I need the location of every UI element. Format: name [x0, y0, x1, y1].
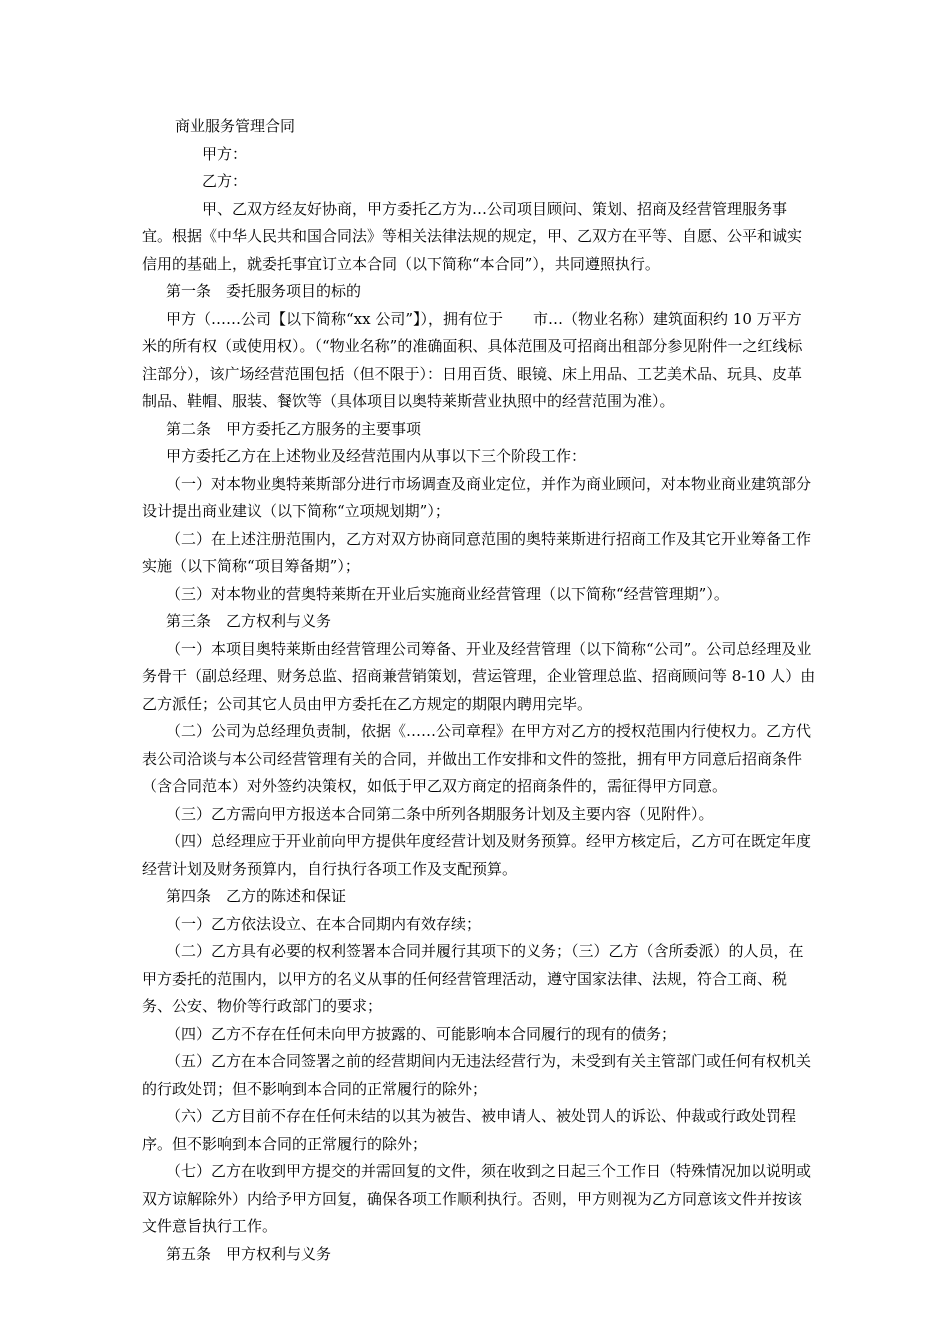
article-4-item-7: （七）乙方在收到甲方提交的并需回复的文件，须在收到之日起三个工作日（特殊情况加以说明或双方谅解除外）内给予甲方回复，确保各项工作顺利执行。否则，甲方则视为乙方同意该文件并按该文件意旨执行工作。	[142, 1162, 812, 1235]
article-2-item-3: （三）对本物业的营奥特莱斯在开业后实施商业经营管理（以下简称“经营管理期”）。	[166, 584, 729, 603]
article-4-heading: 第四条 乙方的陈述和保证	[166, 887, 347, 905]
article-2-item-2: （二）在上述注册范围内，乙方对双方协商同意范围的奥特莱斯进行招商工作及其它开业筹备工作实施（以下简称“项目筹备期”）；	[142, 529, 812, 575]
article-3-item-1: （一）本项目奥特莱斯由经营管理公司筹备、开业及经营管理（以下简称“公司”。公司总经理及业务骨干（副总经理、财务总监、招商兼营销策划，营运管理，企业管理总监、招商顾问等 8-10 人）由乙方派任；公司其它人员由甲方委托在乙方规定的期限内聘用完毕。	[142, 639, 816, 713]
article-4-item-1: （一）乙方依法设立、在本合同期内有效存续；	[166, 914, 482, 933]
preamble-paragraph: 甲、乙双方经友好协商，甲方委托乙方为…公司项目顾问、策划、招商及经营管理服务事宜。根据《中华人民共和国合同法》等相关法律法规的规定，甲、乙双方在平等、自愿、公平和诚实信用的基础上，就委托事宜订立本合同（以下简称“本合同”），共同遵照执行。	[142, 199, 803, 273]
article-2-item-1: （一）对本物业奥特莱斯部分进行市场调查及商业定位，并作为商业顾问，对本物业商业建筑部分设计提出商业建议（以下简称“立项规划期”）；	[142, 474, 812, 520]
article-2-heading: 第二条 甲方委托乙方服务的主要事项	[166, 419, 422, 438]
party-b-line: 乙方：	[202, 172, 248, 190]
party-a-line: 甲方：	[202, 144, 248, 163]
article-3-item-4: （四）总经理应于开业前向甲方提供年度经营计划及财务预算。经甲方核定后，乙方可在既定年度经营计划及财务预算内，自行执行各项工作及支配预算。	[142, 832, 812, 878]
article-3-item-2: （二）公司为总经理负责制，依据《……公司章程》在甲方对乙方的授权范围内行使权力。乙方代表公司洽谈与本公司经营管理有关的合同，并做出工作安排和文件的签批，拥有甲方同意后招商条件（含合同范本）对外签约决策权，如低于甲乙双方商定的招商条件的，需征得甲方同意。	[142, 722, 812, 795]
article-3-item-3: （三）乙方需向甲方报送本合同第二条中所列各期服务计划及主要内容（见附件）。	[166, 804, 714, 823]
article-3-heading: 第三条 乙方权利与义务	[166, 612, 332, 630]
document-body	[142, 113, 816, 1268]
article-5-heading: 第五条 甲方权利与义务	[166, 1244, 332, 1263]
article-1-paragraph: 甲方（……公司【以下简称“xx 公司”】），拥有位于 市…（物业名称）建筑面积约 10 万平方米的所有权（或使用权）。（“物业名称”的准确面积、具体范围及可招商出租部分参见附件一之红线标注部分），该广场经营范围包括（但不限于）：日用百货、眼镜、床上用品、工艺美术品、玩具、皮革制品、鞋帽、服装、餐饮等（具体项目以奥特莱斯营业执照中的经营范围为准）。	[142, 309, 803, 410]
document-title: 商业服务管理合同	[175, 117, 296, 135]
article-4-item-4: （四）乙方不存在任何未向甲方披露的、可能影响本合同履行的现有的债务；	[166, 1024, 677, 1043]
article-2-intro: 甲方委托乙方在上述物业及经营范围内从事以下三个阶段工作：	[166, 447, 587, 465]
article-4-item-2: （二）乙方具有必要的权利签署本合同并履行其项下的义务；（三）乙方（含所委派）的人员，在甲方委托的范围内，以甲方的名义从事的任何经营管理活动，遵守国家法律、法规，符合工商、税务、公安、物价等行政部门的要求；	[142, 942, 804, 1015]
article-4-item-5: （五）乙方在本合同签署之前的经营期间内无违法经营行为，未受到有关主管部门或任何有权机关的行政处罚；但不影响到本合同的正常履行的除外；	[142, 1052, 812, 1098]
article-1-heading: 第一条 委托服务项目的标的	[166, 282, 362, 300]
article-4-item-6: （六）乙方目前不存在任何未结的以其为被告、被申请人、被处罚人的诉讼、仲裁或行政处罚程序。但不影响到本合同的正常履行的除外；	[142, 1107, 797, 1153]
